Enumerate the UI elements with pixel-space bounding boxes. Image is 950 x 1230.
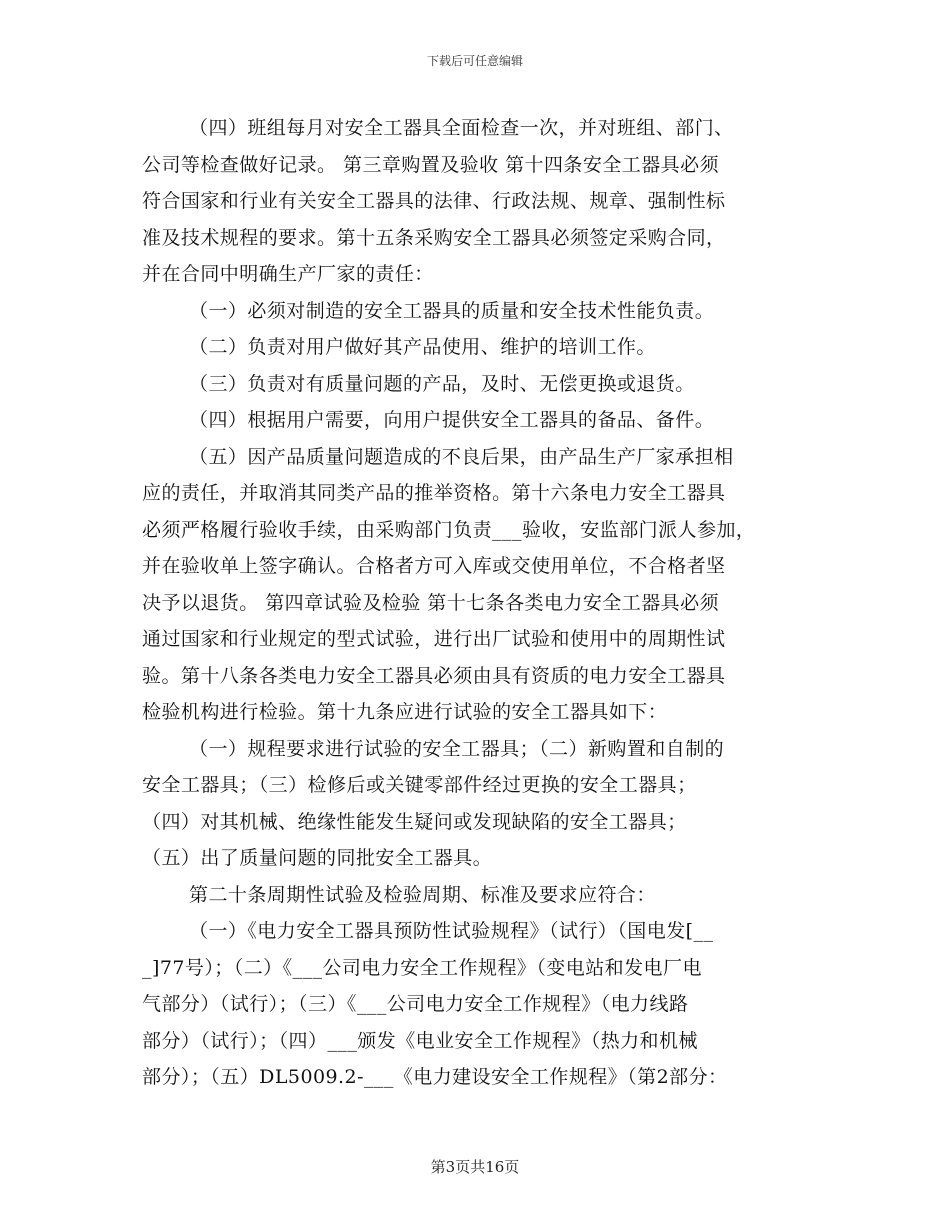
text-line: 应的责任，并取消其同类产品的推举资格。第十六条电力安全工器具 [142,482,726,504]
text-line: 验。第十八条各类电力安全工器具必须由具有资质的电力安全工器具 [142,664,726,687]
text-line: 检验机构进行检验。第十九条应进行试验的安全工器具如下： [142,701,668,723]
text-line: 并在合同中明确生产厂家的责任： [142,263,434,285]
text-line: 通过国家和行业规定的型式试验，进行出厂试验和使用中的周期性试 [142,628,726,650]
text-line: （一）规程要求进行试验的安全工器具；（二）新购置和自制的 [189,737,725,760]
text-line: 安全工器具；（三）检修后或关键零部件经过更换的安全工器具； [142,774,697,796]
text-line: （一）《电力安全工器具预防性试验规程》（试行）（国电发[__ [189,920,714,942]
text-line: 气部分）（试行）；（三）《___公司电力安全工作规程》（电力线路 [142,993,689,1015]
text-line: （四）根据用户需要，向用户提供安全工器具的备品、备件。 [189,409,715,431]
text-line: 公司等检查做好记录。 第三章购置及验收 第十四条安全工器具必须 [142,153,720,176]
page-number: 第3页共16页 [430,1158,520,1176]
text-line: 符合国家和行业有关安全工器具的法律、行政法规、规章、强制性标 [142,190,726,212]
text-line: （五）因产品质量问题造成的不良后果，由产品生产厂家承担相 [189,445,734,468]
text-line: （一）必须对制造的安全工器具的质量和安全技术性能负责。 [189,299,715,322]
text-line: （四）班组每月对安全工器具全面检查一次，并对班组、部门、 [189,117,734,139]
text-line: （四）对其机械、绝缘性能发生疑问或发现缺陷的安全工器具； [142,810,687,833]
text-line: （二）负责对用户做好其产品使用、维护的培训工作。 [189,336,656,358]
text-line: （三）负责对有质量问题的产品，及时、无偿更换或退货。 [189,372,695,395]
text-line: 准及技术规程的要求。第十五条采购安全工器具必须签定采购合同， [142,226,726,249]
text-line: 决予以退货。 第四章试验及检验 第十七条各类电力安全工器具必须 [142,591,720,614]
text-line: 必须严格履行验收手续，由采购部门负责___验收，安监部门派人参加， [142,518,756,541]
text-line: 第二十条周期性试验及检验周期、标准及要求应符合： [189,883,656,906]
text-line: _]77号）；（二）《___公司电力安全工作规程》（变电站和发电厂电 [142,956,702,979]
text-line: 并在验收单上签字确认。合格者方可入库或交使用单位，不合格者坚 [142,555,726,577]
page-header: 下载后可任意编辑 [426,54,523,68]
text-line: （五）出了质量问题的同批安全工器具。 [142,847,493,869]
document-body [142,110,812,1096]
text-line: 部分）；（五）DL5009.2-___《电力建设安全工作规程》（第2部分： [142,1066,728,1088]
text-line: 部分）（试行）；（四）___颁发《电业安全工作规程》（热力和机械 [142,1029,698,1052]
